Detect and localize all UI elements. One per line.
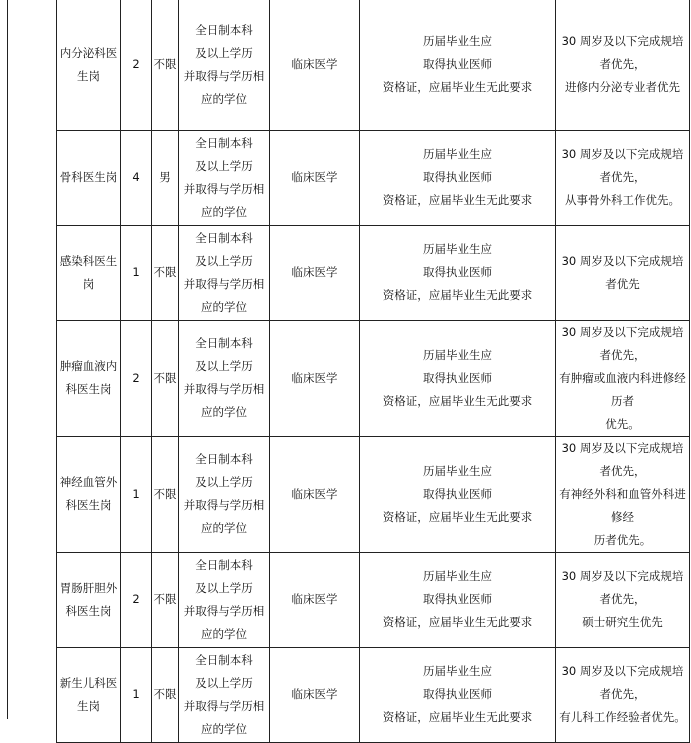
gender-cell: 不限 xyxy=(152,552,179,647)
education-cell-line: 并取得与学历相 xyxy=(183,698,265,713)
conditions-cell xyxy=(360,130,556,225)
education-cell-line: 及以上学历 xyxy=(195,359,253,373)
position-cell: 内分泌科医生岗 xyxy=(57,0,121,130)
conditions-cell-line: 资格证，应届毕业生无此要求 xyxy=(382,288,533,302)
position-cell: 感染科医生岗 xyxy=(57,225,121,320)
notes-cell-line: 优先。 xyxy=(605,416,640,431)
major-cell: 临床医学 xyxy=(270,552,360,647)
conditions-cell-line: 取得执业医师 xyxy=(423,687,492,701)
education-cell-line: 全日制本科 xyxy=(195,336,253,350)
table-row xyxy=(57,0,690,130)
conditions-cell-line: 历届毕业生应 xyxy=(423,664,492,678)
education-cell-line: 应的学位 xyxy=(201,626,247,641)
notes-cell-line: 30 周岁及以下完成规培者优先， xyxy=(561,440,684,478)
notes-cell-line: 30 周岁及以下完成规培者优先， xyxy=(561,34,684,72)
major-cell: 临床医学 xyxy=(270,647,360,742)
count-cell: 4 xyxy=(121,130,152,225)
education-cell-line: 及以上学历 xyxy=(195,580,253,595)
conditions-cell xyxy=(360,647,556,742)
education-cell-line: 及以上学历 xyxy=(195,45,253,60)
notes-cell-line: 30 周岁及以下完成规培者优先， xyxy=(561,324,684,362)
notes-cell-line: 从事骨外科工作优先。 xyxy=(565,193,680,207)
conditions-cell-line: 历届毕业生应 xyxy=(423,347,492,362)
position-cell: 神经血管外科医生岗 xyxy=(57,436,121,552)
education-cell-line: 及以上学历 xyxy=(195,675,253,690)
table-row xyxy=(57,552,690,647)
conditions-cell-line: 取得执业医师 xyxy=(423,370,492,385)
education-cell-line: 全日制本科 xyxy=(195,652,253,667)
education-cell-line: 并取得与学历相 xyxy=(183,181,265,196)
count-cell: 1 xyxy=(121,436,152,552)
notes-cell-line: 30 周岁及以下完成规培者优先， xyxy=(561,147,684,184)
conditions-cell-line: 历届毕业生应 xyxy=(423,34,492,49)
education-cell xyxy=(179,0,270,130)
conditions-cell-line: 取得执业医师 xyxy=(423,592,492,606)
major-cell: 临床医学 xyxy=(270,225,360,320)
gender-cell: 不限 xyxy=(152,436,179,552)
notes-cell-line: 30 周岁及以下完成规培者优先 xyxy=(561,253,684,291)
position-cell: 骨科医生岗 xyxy=(57,130,121,225)
education-cell-line: 应的学位 xyxy=(201,721,247,736)
conditions-cell-line: 取得执业医师 xyxy=(423,57,492,72)
conditions-cell xyxy=(360,225,556,320)
position-cell: 胃肠肝胆外科医生岗 xyxy=(57,552,121,647)
notes-cell xyxy=(556,130,690,225)
notes-cell-line: 历者优先。 xyxy=(593,532,652,547)
education-cell xyxy=(179,225,270,320)
major-cell: 临床医学 xyxy=(270,436,360,552)
conditions-cell-line: 资格证，应届毕业生无此要求 xyxy=(382,710,533,724)
count-cell: 1 xyxy=(121,647,152,742)
notes-cell xyxy=(556,647,690,742)
notes-cell xyxy=(556,552,690,647)
education-cell-line: 及以上学历 xyxy=(195,253,253,268)
major-cell: 临床医学 xyxy=(270,320,360,436)
conditions-cell-line: 历届毕业生应 xyxy=(423,569,492,583)
table-row xyxy=(57,436,690,552)
conditions-cell-line: 取得执业医师 xyxy=(423,265,492,279)
notes-cell-line: 30 周岁及以下完成规培者优先， xyxy=(561,664,684,701)
position-cell: 肿瘤血液内科医生岗 xyxy=(57,320,121,436)
notes-cell xyxy=(556,436,690,552)
education-cell-line: 全日制本科 xyxy=(195,557,253,572)
table-row xyxy=(57,130,690,225)
conditions-cell-line: 历届毕业生应 xyxy=(423,242,492,256)
gender-cell: 不限 xyxy=(152,647,179,742)
education-cell-line: 应的学位 xyxy=(201,521,247,535)
conditions-cell-line: 历届毕业生应 xyxy=(423,463,492,478)
major-cell: 临床医学 xyxy=(270,130,360,225)
notes-cell xyxy=(556,0,690,130)
count-cell: 2 xyxy=(121,0,152,130)
education-cell-line: 全日制本科 xyxy=(195,230,253,245)
notes-cell-line: 有肿瘤或血液内科进修经历者 xyxy=(559,370,686,408)
gender-cell: 男 xyxy=(152,130,179,225)
left-border-line xyxy=(7,0,8,719)
notes-cell-line: 进修内分泌专业者优先 xyxy=(565,80,680,95)
conditions-cell-line: 资格证，应届毕业生无此要求 xyxy=(382,509,533,524)
education-cell-line: 并取得与学历相 xyxy=(183,498,265,512)
education-cell-line: 应的学位 xyxy=(201,405,247,419)
conditions-cell xyxy=(360,320,556,436)
education-cell-line: 及以上学历 xyxy=(195,158,253,173)
table-row xyxy=(57,225,690,320)
education-cell-line: 全日制本科 xyxy=(195,22,253,37)
conditions-cell-line: 资格证，应届毕业生无此要求 xyxy=(382,393,533,408)
education-cell-line: 全日制本科 xyxy=(195,135,253,150)
notes-cell-line: 30 周岁及以下完成规培者优先， xyxy=(561,569,684,606)
gender-cell: 不限 xyxy=(152,0,179,130)
count-cell: 1 xyxy=(121,225,152,320)
conditions-cell-line: 取得执业医师 xyxy=(423,486,492,501)
conditions-cell xyxy=(360,552,556,647)
conditions-cell xyxy=(360,436,556,552)
count-cell: 2 xyxy=(121,320,152,436)
education-cell xyxy=(179,436,270,552)
gender-cell: 不限 xyxy=(152,225,179,320)
education-cell-line: 应的学位 xyxy=(201,299,247,314)
education-cell-line: 并取得与学历相 xyxy=(183,276,265,291)
table-row xyxy=(57,320,690,436)
conditions-cell-line: 历届毕业生应 xyxy=(423,147,492,161)
education-cell-line: 全日制本科 xyxy=(195,452,253,466)
education-cell-line: 并取得与学历相 xyxy=(183,68,265,83)
gender-cell: 不限 xyxy=(152,320,179,436)
position-cell: 新生儿科医生岗 xyxy=(57,647,121,742)
education-cell-line: 并取得与学历相 xyxy=(183,382,265,396)
education-cell-line: 及以上学历 xyxy=(195,475,253,489)
notes-cell-line: 硕士研究生优先 xyxy=(582,615,663,629)
count-cell: 2 xyxy=(121,552,152,647)
conditions-cell-line: 资格证，应届毕业生无此要求 xyxy=(382,193,533,207)
education-cell xyxy=(179,552,270,647)
notes-cell xyxy=(556,225,690,320)
job-requirements-table xyxy=(56,0,690,743)
education-cell xyxy=(179,130,270,225)
table-row xyxy=(57,647,690,742)
major-cell: 临床医学 xyxy=(270,0,360,130)
conditions-cell-line: 资格证，应届毕业生无此要求 xyxy=(382,615,533,629)
conditions-cell-line: 资格证，应届毕业生无此要求 xyxy=(382,80,533,95)
education-cell-line: 并取得与学历相 xyxy=(183,603,265,618)
conditions-cell xyxy=(360,0,556,130)
education-cell-line: 应的学位 xyxy=(201,91,247,106)
notes-cell-line: 有儿科工作经验者优先。 xyxy=(559,710,686,724)
conditions-cell-line: 取得执业医师 xyxy=(423,170,492,184)
education-cell-line: 应的学位 xyxy=(201,204,247,219)
notes-cell xyxy=(556,320,690,436)
education-cell xyxy=(179,320,270,436)
education-cell xyxy=(179,647,270,742)
notes-cell-line: 有神经外科和血管外科进修经 xyxy=(559,486,686,524)
